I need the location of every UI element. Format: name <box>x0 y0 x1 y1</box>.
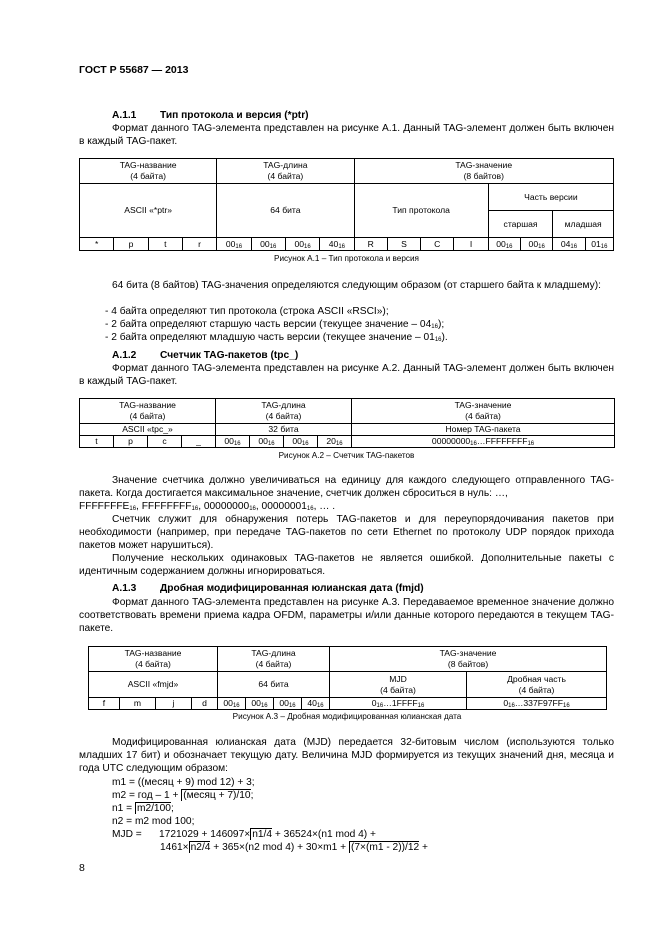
figure-a2-table <box>79 398 615 448</box>
byte-cell: C <box>421 238 454 251</box>
header-tag-name: TAG-название (4 байта) <box>89 647 218 672</box>
byte-cell: $00_{16}$ <box>246 698 274 710</box>
header-tag-name: TAG-название (4 байта) <box>80 399 216 424</box>
figure-a3-caption: Рисунок А.3 – Дробная модифицированная юлианская дата <box>232 712 462 721</box>
header-tag-value: TAG-значение (4 байта) <box>352 399 615 424</box>
byte-cell: I <box>454 238 488 251</box>
cell-length-value: 64 бита <box>217 184 354 238</box>
page-number: 8 <box>79 862 85 874</box>
byte-cell: $40_{16}$ <box>302 698 330 710</box>
byte-cell: _ <box>182 436 216 448</box>
cell-mjd: MJD (4 байта) <box>330 672 467 698</box>
byte-cell: $00_{16}$ <box>218 698 246 710</box>
header-tag-length: TAG-длина (4 байта) <box>218 647 330 672</box>
byte-cell: * <box>80 238 114 251</box>
byte-cell: m <box>120 698 156 710</box>
section-intro: Формат данного TAG-элемента представлен на рисунке А.2. Данный TAG-элемент должен быть включен в каждый TAG-пакет. <box>79 363 614 387</box>
section-number: А.1.2 <box>112 350 137 361</box>
mjd-range-cell: $0_{16}\dots 1FFFF_{16}$ <box>330 698 467 710</box>
byte-cell: $40_{16}$ <box>320 238 354 251</box>
formula-line: n1 = m2/100; <box>112 803 174 814</box>
byte-cell: $00_{16}$ <box>251 238 285 251</box>
section2-paragraph: Получение нескольких одинаковых TAG-пакетов не является ошибкой. Дополнительные пакеты с идентичным содержанием должны игнорироваться. <box>79 553 614 577</box>
cell-value-desc: Номер TAG-пакета <box>352 424 615 436</box>
section2-paragraph: Счетчик служит для обнаружения потерь TAG-пакетов и для переупорядочивания пакетов при необходимости (например, при передаче TAG-пакетов по сети Ethernet по протоколу UDP порядок прихода пакетов может нарушиться). <box>79 514 614 551</box>
section2-paragraph-cont: $FFFFFFFE_{16}$, $FFFFFFFF_{16}$, $00000000_{16}$, $00000001_{16}$, … . <box>79 501 336 512</box>
section-intro: Формат данного TAG-элемента представлен на рисунке А.3. Передаваемое временное значение должно соответствовать времени приема кадра OFDM, параметры и/или данные которого передаются в текущем TAG-пакете. <box>79 597 614 634</box>
section1-paragraph: 64 бита (8 байтов) TAG-значения определяются следующим образом (от старшего байта к младшему): <box>112 280 601 291</box>
section-heading-a113 <box>112 583 424 594</box>
byte-cell: j <box>156 698 192 710</box>
section-number: А.1.1 <box>112 110 137 121</box>
byte-cell: d <box>192 698 218 710</box>
header-tag-value: TAG-значение (8 байтов) <box>330 647 607 672</box>
byte-cell: $00_{16}$ <box>488 238 520 251</box>
header-tag-name: TAG-название (4 байта) <box>80 159 217 184</box>
cell-length-value: 32 бита <box>216 424 352 436</box>
byte-cell: t <box>80 436 114 448</box>
byte-cell: S <box>387 238 420 251</box>
byte-cell: R <box>354 238 387 251</box>
byte-cell: $04_{16}$ <box>553 238 585 251</box>
formula-line: MJD = 1721029 + 146097× n1/4 + 36524×(n1 mod 4) + <box>112 829 376 840</box>
cell-version-junior: младшая <box>553 211 614 238</box>
byte-cell: p <box>114 238 148 251</box>
header-tag-value: TAG-значение (8 байтов) <box>354 159 613 184</box>
byte-cell: f <box>89 698 120 710</box>
byte-cell: $00_{16}$ <box>217 238 251 251</box>
section2-paragraph: Значение счетчика должно увеличиваться на единицу для каждого следующего отправленного TAG-пакета. Когда достигается максимальное значение, счетчик должен сброситься в нуль: …, <box>79 475 614 499</box>
figure-a1-table <box>79 158 614 251</box>
byte-cell: $00_{16}$ <box>274 698 302 710</box>
fraction-range-cell: $0_{16}\dots 337F97FF_{16}$ <box>467 698 607 710</box>
byte-cell: $00_{16}$ <box>284 436 318 448</box>
byte-cell: r <box>182 238 216 251</box>
byte-cell: $00_{16}$ <box>216 436 250 448</box>
cell-name-value: ASCII «tpc_» <box>80 424 216 436</box>
section-title: Тип протокола и версия (*ptr) <box>160 110 309 121</box>
byte-cell: $20_{16}$ <box>318 436 352 448</box>
byte-cell: p <box>114 436 148 448</box>
list-item: - 2 байта определяют старшую часть версии (текущее значение – $04_{16}$); <box>105 319 445 330</box>
header-tag-length: TAG-длина (4 байта) <box>217 159 354 184</box>
section-title: Дробная модифицированная юлианская дата (fmjd) <box>160 583 424 594</box>
cell-name-value: ASCII «fmjd» <box>89 672 218 698</box>
byte-cell: $00_{16}$ <box>250 436 284 448</box>
formula-line: 1461× n2/4 + 365×(n2 mod 4) + 30×m1 + (7×(m1 - 2))/12 + <box>160 842 428 853</box>
cell-length-value: 64 бита <box>218 672 330 698</box>
byte-cell: $00_{16}$ <box>521 238 553 251</box>
value-range-cell: $00000000_{16}\dots FFFFFFFF_{16}$ <box>352 436 615 448</box>
formula-line: m1 = ((месяц + 9) mod 12) + 3; <box>112 777 255 788</box>
section3-paragraph: Модифицированная юлианская дата (MJD) передается 32-битовым числом (используются только младших 17 бит) и обозначает текущую дату. Величина MJD формируется из текущих значений дня, месяца и года UTC следующим образом: <box>79 737 614 774</box>
cell-fraction: Дробная часть (4 байта) <box>467 672 607 698</box>
byte-cell: c <box>148 436 182 448</box>
cell-protocol-type: Тип протокола <box>354 184 488 238</box>
figure-a3-table <box>88 646 607 710</box>
figure-a2-caption: Рисунок А.2 – Счетчик TAG-пакетов <box>278 451 415 460</box>
cell-version-part: Часть версии <box>488 184 613 211</box>
section-heading-a111 <box>112 110 309 121</box>
section-intro: Формат данного TAG-элемента представлен на рисунке А.1. Данный TAG-элемент должен быть включен в каждый TAG-пакет. <box>79 123 614 147</box>
section-number: А.1.3 <box>112 583 137 594</box>
list-item: - 4 байта определяют тип протокола (строка ASCII «RSCI»); <box>105 306 389 317</box>
cell-version-senior: старшая <box>488 211 553 238</box>
mjd-formula-block <box>112 776 612 856</box>
document-header: ГОСТ Р 55687 — 2013 <box>79 64 189 76</box>
formula-line: m2 = год – 1 + (месяц + 7)/10; <box>112 790 254 801</box>
figure-a1-caption: Рисунок А.1 – Тип протокола и версия <box>273 254 419 263</box>
header-tag-length: TAG-длина (4 байта) <box>216 399 352 424</box>
byte-cell: $00_{16}$ <box>285 238 319 251</box>
byte-cell: $01_{16}$ <box>585 238 613 251</box>
section-title: Счетчик TAG-пакетов (tpc_) <box>160 350 299 361</box>
formula-line: n2 = m2 mod 100; <box>112 816 195 827</box>
cell-name-value: ASCII «*ptr» <box>80 184 217 238</box>
list-item: - 2 байта определяют младшую часть версии (текущее значение – $01_{16}$). <box>105 332 448 343</box>
section-heading-a112 <box>112 350 298 361</box>
byte-cell: t <box>148 238 182 251</box>
